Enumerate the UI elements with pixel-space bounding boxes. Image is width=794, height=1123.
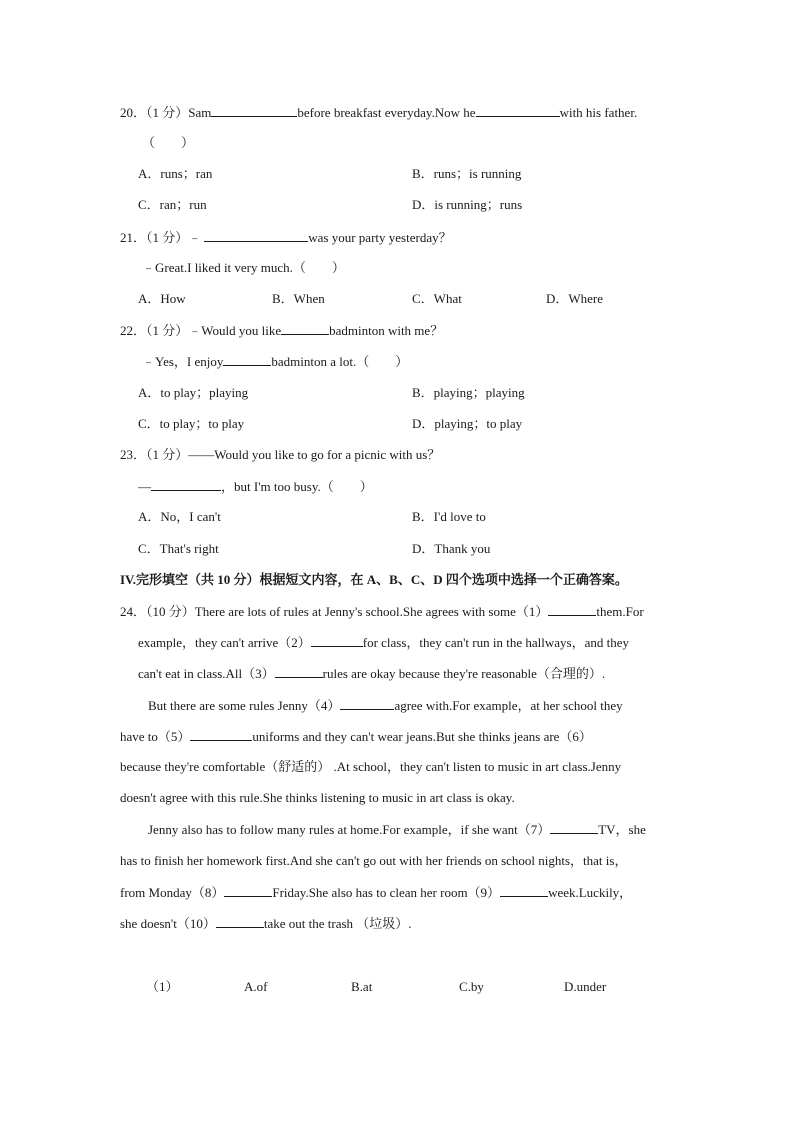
option-b: B．I'd love to bbox=[412, 509, 486, 524]
blank bbox=[204, 228, 308, 242]
option-d: D．Thank you bbox=[412, 541, 491, 556]
blank bbox=[190, 727, 252, 741]
blank bbox=[223, 352, 271, 366]
blank bbox=[211, 103, 297, 117]
blank bbox=[224, 883, 272, 897]
blank bbox=[476, 103, 560, 117]
blank bbox=[275, 664, 323, 678]
option-a: A．to play；playing bbox=[138, 385, 249, 400]
passage-line: doesn't agree with this rule.She thinks listening to music in art class is okay. bbox=[120, 790, 515, 805]
passage-line: have to（5） uniforms and they can't wear jeans.But she thinks jeans are（6） bbox=[120, 729, 592, 744]
question-21-reply: ﹣Great.I liked it very much.（ ） bbox=[142, 260, 345, 275]
passage-line: from Monday（8） Friday.She also has to clean her room（9） week.Luckily， bbox=[120, 885, 633, 900]
option-b: B．playing；playing bbox=[412, 385, 525, 400]
passage-line: has to finish her homework first.And she can't go out with her friends on school nights，that is， bbox=[120, 853, 628, 868]
passage-line: she doesn't（10） take out the trash （垃圾）. bbox=[120, 916, 412, 931]
passage-line: Jenny also has to follow many rules at home.For example，if she want（7） TV，she bbox=[148, 822, 646, 837]
passage-line: because they're comfortable（舒适的） .At school，they can't listen to music in art class.Jenny bbox=[120, 759, 622, 774]
blank bbox=[311, 633, 363, 647]
blank bbox=[500, 883, 548, 897]
option-b: B．When bbox=[272, 291, 325, 306]
answer-row-number: （1） bbox=[146, 979, 179, 994]
blank bbox=[550, 820, 598, 834]
passage-line: 24．（10 分）There are lots of rules at Jenny's school.She agrees with some（1） them.For bbox=[120, 604, 644, 619]
option-c: C．That's right bbox=[138, 541, 219, 556]
option-a: A．No，I can't bbox=[138, 509, 221, 524]
blank bbox=[216, 914, 264, 928]
question-20-bracket: （ ） bbox=[142, 135, 195, 150]
blank bbox=[548, 602, 596, 616]
option-b: B．runs；is running bbox=[412, 166, 522, 181]
answer-option-b: B.at bbox=[351, 979, 373, 994]
question-23-reply: — ，but I'm too busy.（ ） bbox=[138, 479, 373, 494]
question-21-stem: 21．（1 分）﹣ was your party yesterday？ bbox=[120, 230, 452, 245]
answer-option-c: C.by bbox=[459, 979, 484, 994]
option-a: A．runs；ran bbox=[138, 166, 213, 181]
answer-option-a: A.of bbox=[244, 979, 268, 994]
question-23-stem: 23．（1 分）——Would you like to go for a picnic with us？ bbox=[120, 447, 441, 462]
section-heading: IV.完形填空（共 10 分）根据短文内容，在 A、B、C、D 四个选项中选择一个正确答案。 bbox=[120, 572, 628, 587]
option-c: C．ran；run bbox=[138, 197, 207, 212]
question-22-stem: 22．（1 分）﹣Would you like badminton with me？ bbox=[120, 323, 444, 338]
option-d: D．Where bbox=[546, 291, 604, 306]
option-c: C．What bbox=[412, 291, 462, 306]
question-20-stem: 20．（1 分）Sam before breakfast everyday.Now he with his father. bbox=[120, 105, 638, 120]
answer-option-d: D.under bbox=[564, 979, 607, 994]
option-c: C．to play；to play bbox=[138, 416, 245, 431]
option-a: A．How bbox=[138, 291, 186, 306]
passage-line: can't eat in class.All（3） rules are okay because they're reasonable（合理的）. bbox=[138, 666, 606, 681]
passage-line: example，they can't arrive（2） for class，they can't run in the hallways，and they bbox=[138, 635, 629, 650]
passage-line: But there are some rules Jenny（4） agree with.For example，at her school they bbox=[148, 698, 623, 713]
blank bbox=[340, 696, 394, 710]
question-22-reply: ﹣Yes，I enjoy badminton a lot.（ ） bbox=[142, 354, 409, 369]
option-d: D．is running；runs bbox=[412, 197, 523, 212]
blank bbox=[151, 477, 221, 491]
blank bbox=[281, 321, 329, 335]
option-d: D．playing；to play bbox=[412, 416, 523, 431]
